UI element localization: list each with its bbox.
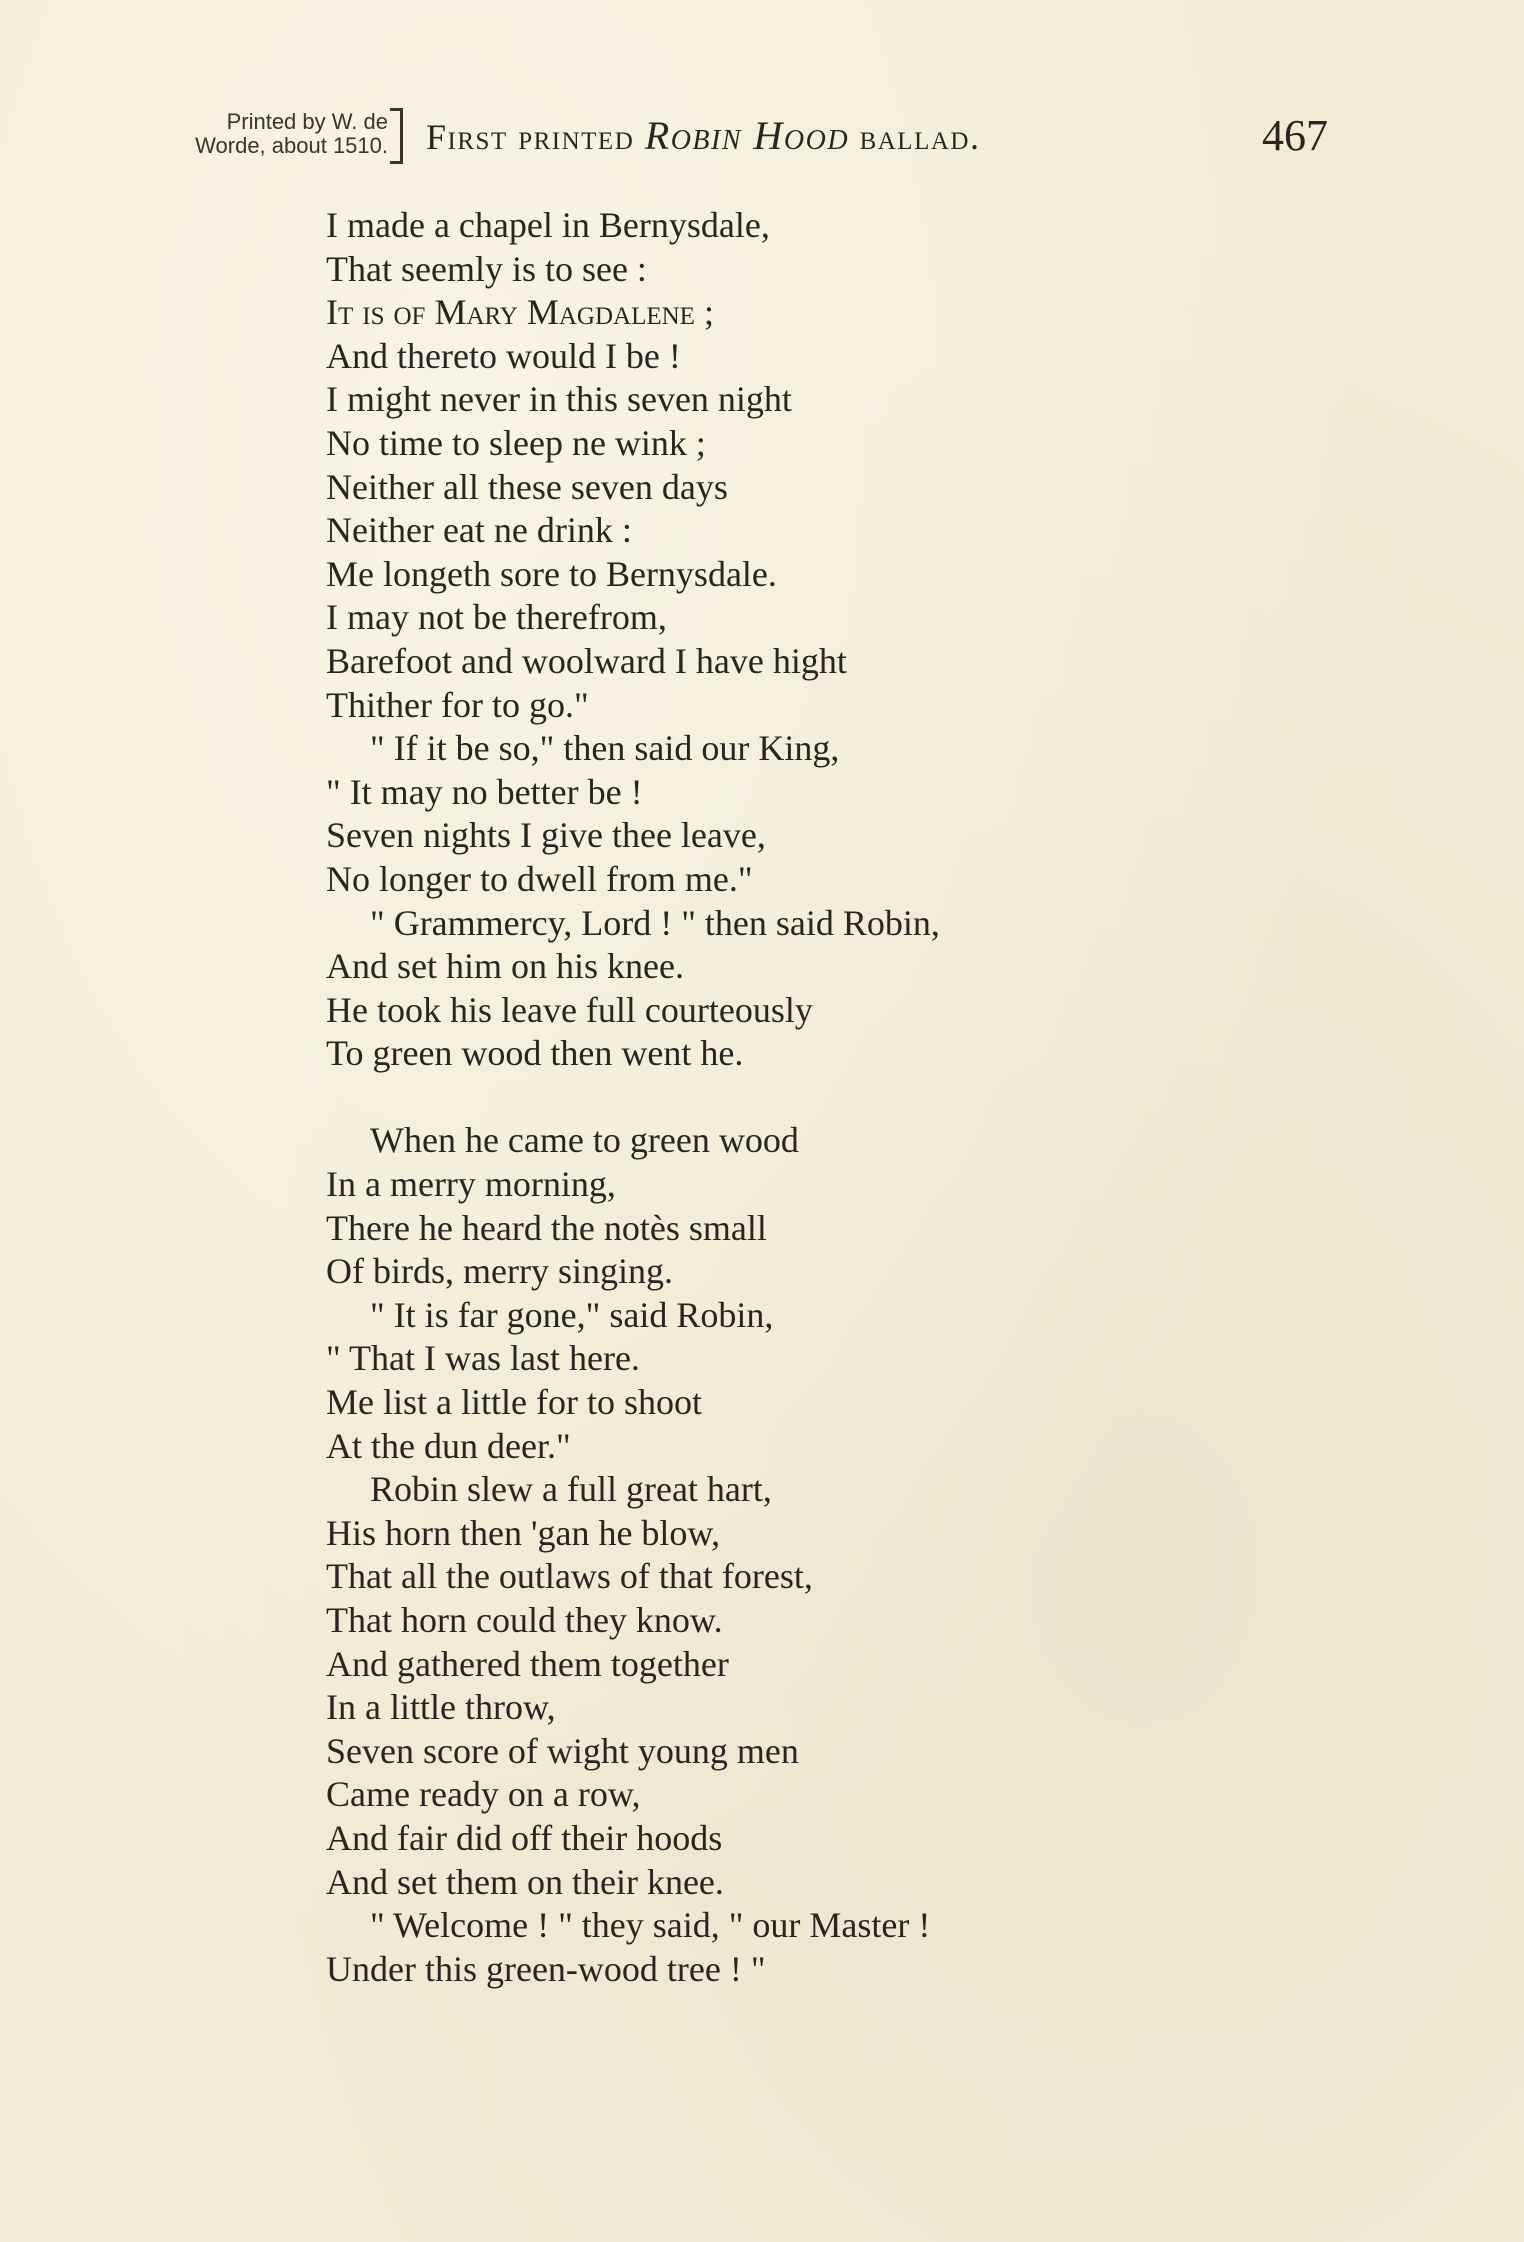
verse-line: And fair did off their hoods bbox=[326, 1817, 723, 1858]
verse-line: I might never in this seven night bbox=[326, 379, 792, 420]
bracket-mark bbox=[390, 108, 403, 164]
verse-line: Neither eat ne drink : bbox=[326, 510, 632, 551]
verse-line: Barefoot and woolward I have hight bbox=[326, 640, 847, 681]
verse-line: Robin slew a full great hart, bbox=[370, 1469, 772, 1510]
verse-line: " It is far gone," said Robin, bbox=[370, 1294, 774, 1335]
verse-line: And set them on their knee. bbox=[326, 1861, 724, 1902]
verse-line: That seemly is to see : bbox=[326, 248, 647, 289]
side-note bbox=[158, 110, 388, 158]
verse-line: His horn then 'gan he blow, bbox=[326, 1512, 721, 1553]
verse-line: In a little throw, bbox=[326, 1687, 556, 1728]
verse-line: Of birds, merry singing. bbox=[326, 1251, 673, 1292]
verse-line: I made a chapel in Bernysdale, bbox=[326, 205, 770, 245]
verse-line: Seven nights I give thee leave, bbox=[326, 815, 766, 856]
verse-line: Me longeth sore to Bernysdale. bbox=[326, 553, 777, 594]
title-part: ballad. bbox=[849, 117, 981, 157]
verse-line: Me list a little for to shoot bbox=[326, 1382, 702, 1423]
side-note-line: Printed by W. de bbox=[226, 109, 388, 134]
title-italic: Robin Hood bbox=[644, 113, 850, 158]
verse-line: I may not be therefrom, bbox=[326, 597, 667, 638]
page-number: 467 bbox=[1262, 111, 1328, 160]
side-note-line: Worde, about 1510. bbox=[195, 133, 388, 158]
verse-line: No longer to dwell from me." bbox=[326, 858, 753, 899]
verse-line: He took his leave full courteously bbox=[326, 989, 813, 1030]
verse-line: To green wood then went he. bbox=[326, 1033, 744, 1074]
stanza-break bbox=[326, 1076, 1226, 1120]
running-title bbox=[426, 112, 980, 159]
title-part: First printed bbox=[426, 117, 645, 157]
verse-line: That all the outlaws of that forest, bbox=[326, 1556, 813, 1597]
verse-line: At the dun deer." bbox=[326, 1425, 571, 1466]
verse-line: " If it be so," then said our King, bbox=[370, 728, 840, 769]
verse-line: No time to sleep ne wink ; bbox=[326, 422, 706, 463]
running-header bbox=[158, 104, 1328, 174]
verse-line: That horn could they know. bbox=[326, 1600, 723, 1640]
verse-line: " That I was last here. bbox=[326, 1338, 640, 1379]
verse-text bbox=[326, 204, 1226, 1991]
verse-line: Seven score of wight young men bbox=[326, 1730, 799, 1771]
verse-line: In a merry morning, bbox=[326, 1164, 616, 1205]
verse-line: When he came to green wood bbox=[370, 1120, 799, 1161]
verse-line: There he heard the notès small bbox=[326, 1207, 767, 1248]
verse-line: And set him on his knee. bbox=[326, 946, 684, 987]
verse-line: And gathered them together bbox=[326, 1643, 729, 1684]
verse-line: " Welcome ! " they said, " our Master ! bbox=[370, 1905, 931, 1946]
verse-line: Neither all these seven days bbox=[326, 466, 728, 507]
verse-line: Under this green-wood tree ! " bbox=[326, 1948, 766, 1989]
verse-line: It is of Mary Magdalene ; bbox=[326, 292, 714, 333]
verse-line: Thither for to go." bbox=[326, 684, 589, 725]
verse-line: And thereto would I be ! bbox=[326, 335, 681, 376]
verse-line: " Grammercy, Lord ! " then said Robin, bbox=[370, 902, 940, 943]
verse-line: " It may no better be ! bbox=[326, 771, 643, 812]
verse-line: Came ready on a row, bbox=[326, 1774, 641, 1815]
